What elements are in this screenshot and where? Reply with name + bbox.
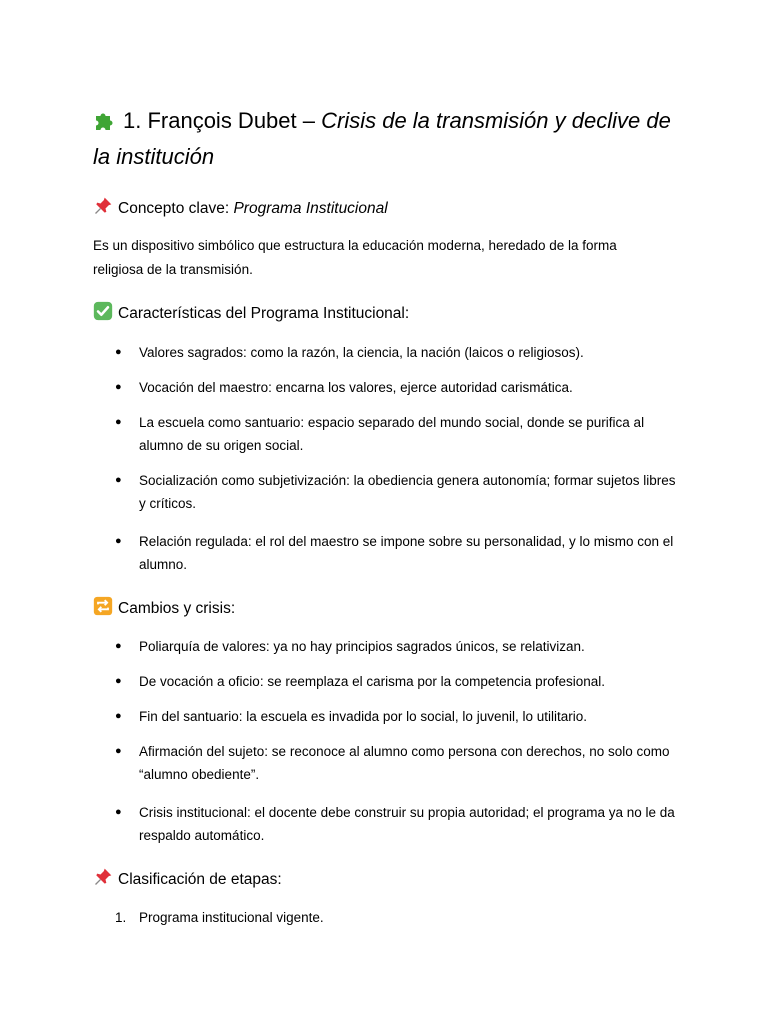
title-number-author: 1. François Dubet –	[123, 108, 322, 133]
bullet: ●	[115, 640, 122, 652]
list-item: ● Vocación del maestro: encarna los valores, ejerce autoridad carismática.	[93, 376, 683, 399]
characteristics-heading: Características del Programa Institucional:	[93, 301, 409, 325]
list-item: ● Crisis institucional: el docente debe construir su propia autoridad; el programa ya no le da respaldo automático.	[93, 801, 683, 847]
pushpin-icon	[93, 867, 113, 887]
list-item: ● Relación regulada: el rol del maestro se impone sobre su personalidad, y lo mismo con el alumno.	[93, 530, 683, 576]
check-mark-button-icon	[93, 301, 113, 321]
stages-heading: Clasificación de etapas:	[93, 867, 282, 891]
bullet: ●	[115, 675, 122, 687]
numbered-list-item: 1. Programa institucional vigente.	[93, 906, 683, 929]
list-item: ● Socialización como subjetivización: la obediencia genera autonomía; formar sujetos libres y críticos.	[93, 469, 683, 515]
changes-heading: Cambios y crisis:	[93, 596, 235, 620]
bullet: ●	[115, 346, 122, 358]
list-number: 1.	[115, 910, 127, 925]
document-title	[93, 103, 683, 175]
concept-italic: Programa Institucional	[233, 200, 388, 217]
bullet: ●	[115, 806, 122, 818]
bullet: ●	[115, 710, 122, 722]
list-item: ● Afirmación del sujeto: se reconoce al alumno como persona con derechos, no solo como “alumno obediente”.	[93, 740, 683, 786]
concept-heading: Concepto clave: Programa Institucional	[93, 196, 388, 220]
puzzle-icon	[93, 108, 117, 132]
list-item: ● De vocación a oficio: se reemplaza el carisma por la competencia profesional.	[93, 670, 683, 693]
bullet: ●	[115, 416, 122, 428]
title-italic: Crisis de la transmisión y declive de la institución	[93, 108, 671, 169]
bullet: ●	[115, 381, 122, 393]
repeat-arrows-icon	[93, 596, 113, 616]
bullet: ●	[115, 745, 122, 757]
list-item: ● Fin del santuario: la escuela es invadida por lo social, lo juvenil, lo utilitario.	[93, 705, 683, 728]
list-item: ● Valores sagrados: como la razón, la ciencia, la nación (laicos o religiosos).	[93, 341, 683, 364]
bullet: ●	[115, 474, 122, 486]
pushpin-icon	[93, 196, 113, 216]
list-item: ● La escuela como santuario: espacio separado del mundo social, donde se purifica al alumno de su origen social.	[93, 411, 683, 457]
concept-paragraph: Es un dispositivo simbólico que estructura la educación moderna, heredado de la forma religiosa de la transmisión.	[93, 238, 617, 277]
list-item: ● Poliarquía de valores: ya no hay principios sagrados únicos, se relativizan.	[93, 635, 683, 658]
bullet: ●	[115, 535, 122, 547]
